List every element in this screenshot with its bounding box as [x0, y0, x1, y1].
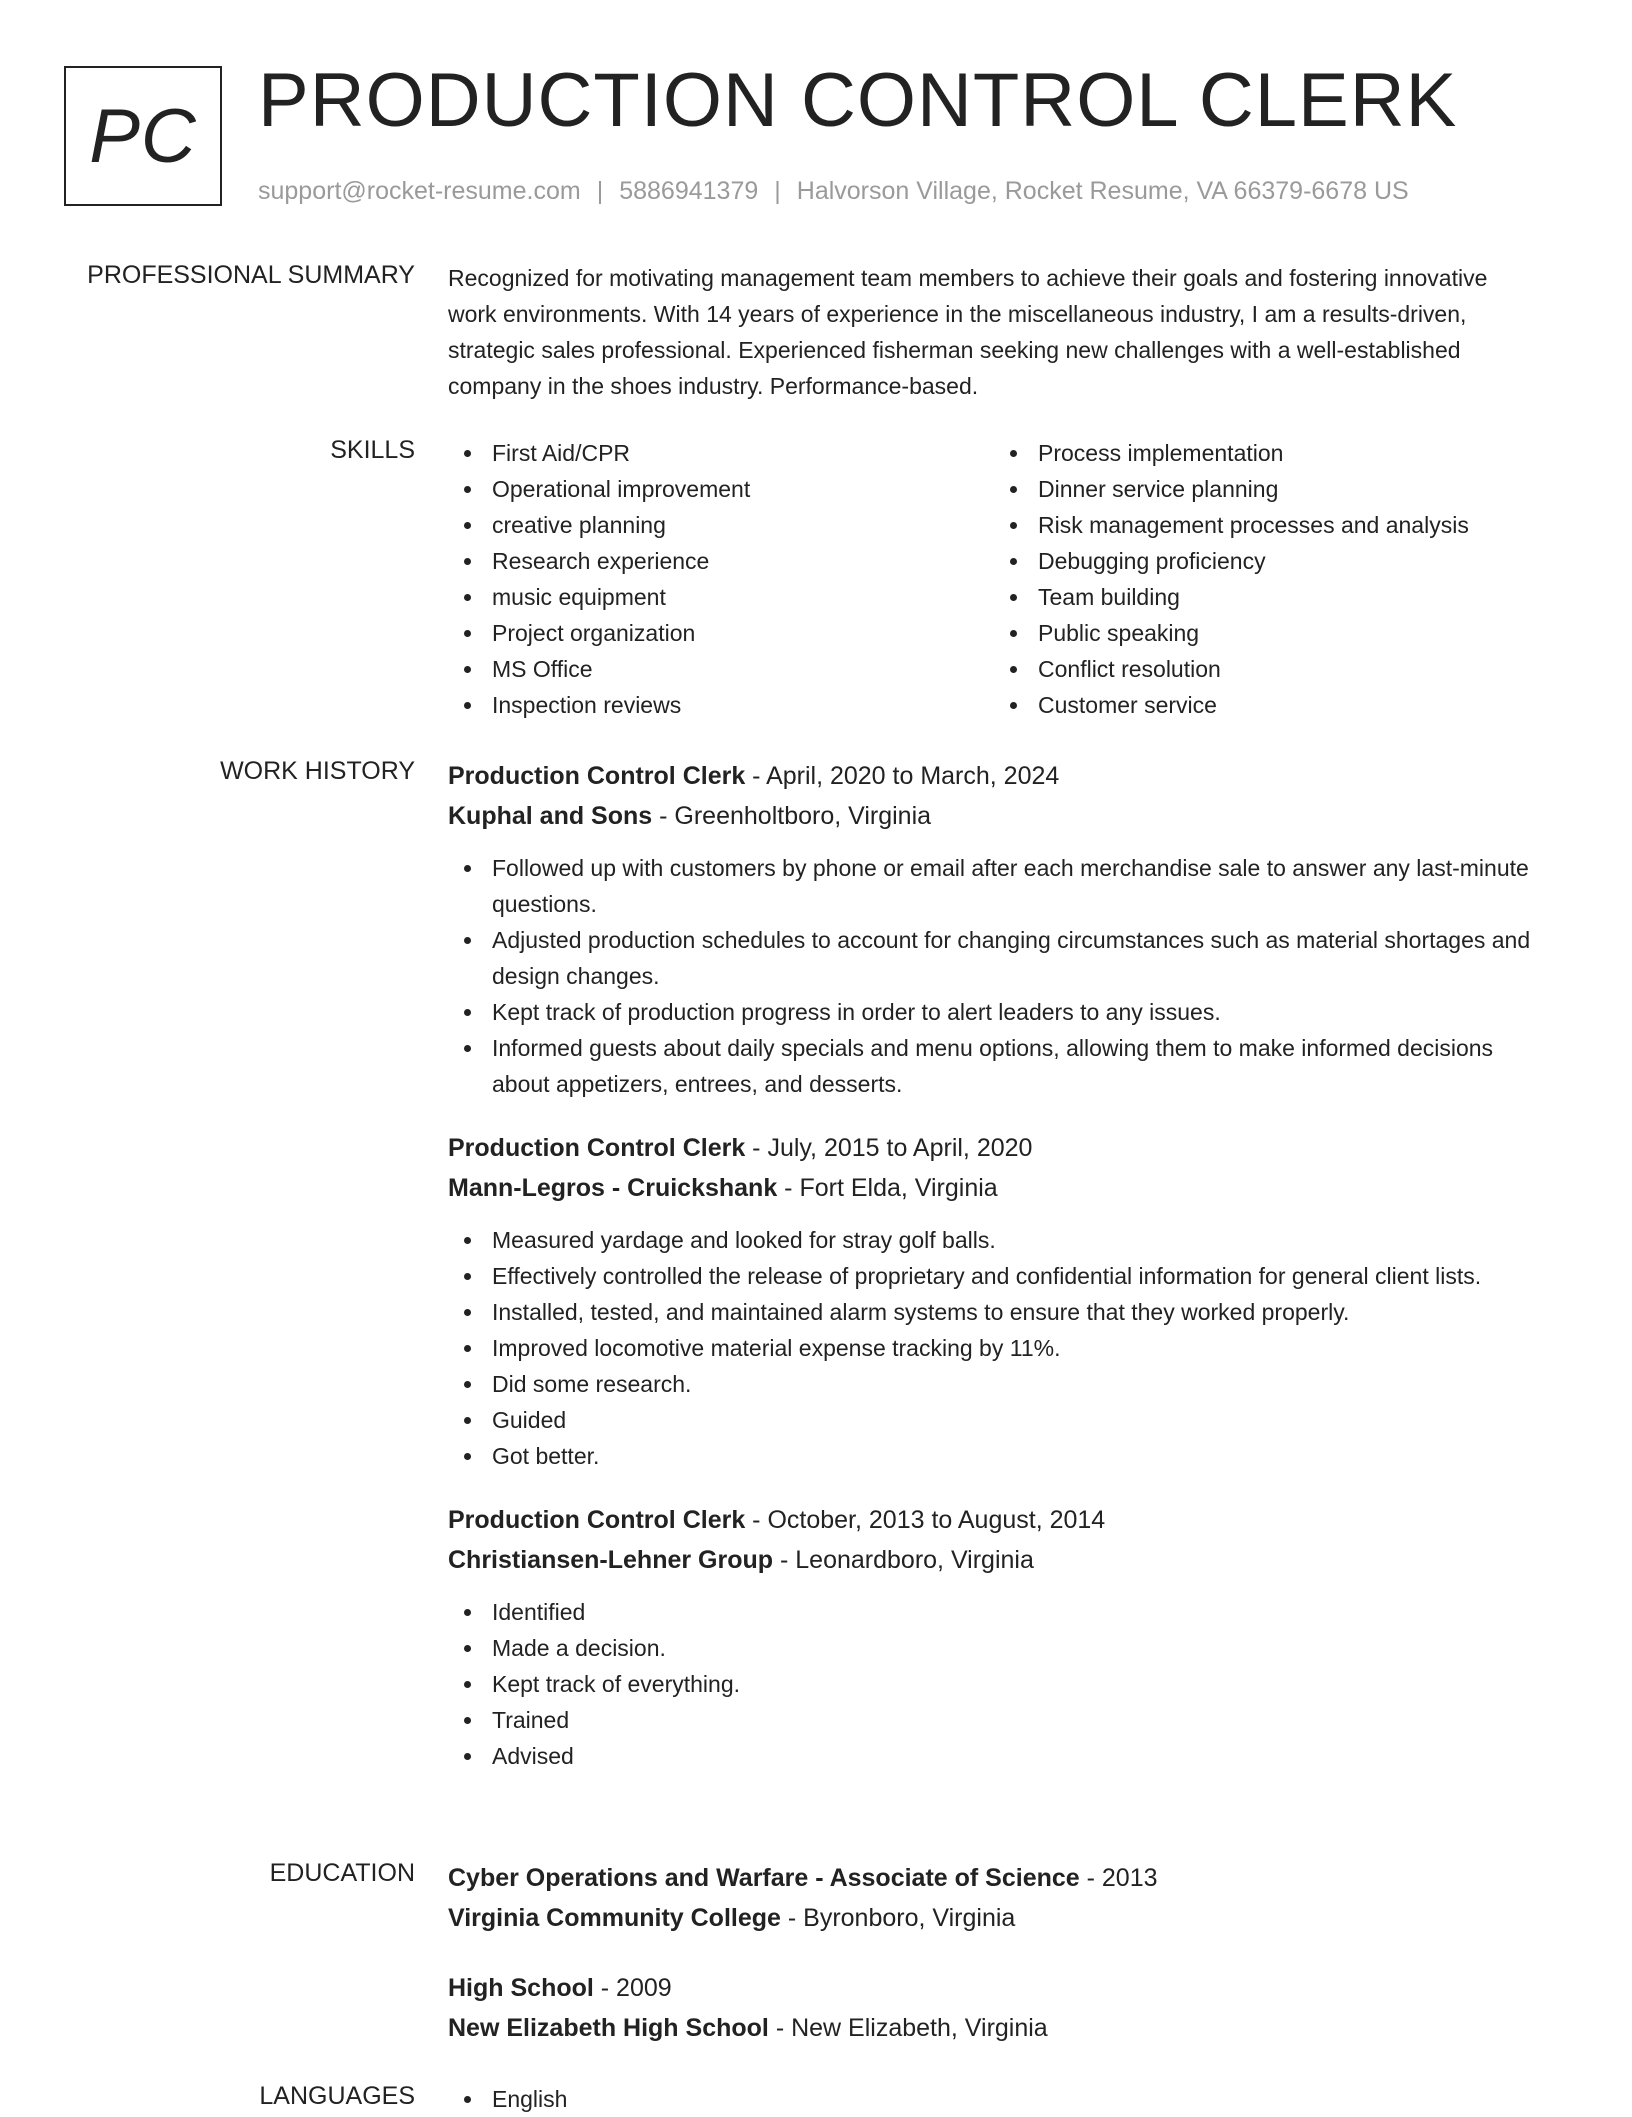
list-item: Guided — [448, 1402, 1540, 1438]
job-bullets — [448, 850, 1540, 1102]
job-location: - Fort Elda, Virginia — [777, 1174, 998, 1202]
degree-line — [448, 1968, 1540, 2008]
list-item: Team building — [994, 579, 1540, 615]
list-item: Debugging proficiency — [994, 543, 1540, 579]
list-item: Effectively controlled the release of proprietary and confidential information for general client lists. — [448, 1258, 1540, 1294]
job-company-line — [448, 1540, 1540, 1580]
section-content — [448, 1858, 1540, 2048]
separator: | — [774, 177, 781, 205]
list-item: Informed guests about daily specials and menu options, allowing them to make informed decisions about appetizers, entrees, and desserts. — [448, 1030, 1540, 1102]
job-dates: - October, 2013 to August, 2014 — [745, 1506, 1106, 1534]
education-entry — [448, 1968, 1540, 2048]
list-item: Operational improvement — [448, 471, 994, 507]
job-title: Production Control Clerk — [448, 1134, 746, 1162]
job-entry — [448, 756, 1540, 1102]
section-content — [448, 260, 1540, 404]
list-item: Conflict resolution — [994, 651, 1540, 687]
degree-year: - 2013 — [1079, 1864, 1158, 1892]
list-item: First Aid/CPR — [448, 435, 994, 471]
email-link[interactable]: support@rocket-resume.com — [258, 177, 581, 205]
list-item: Trained — [448, 1702, 1540, 1738]
school-line — [448, 1898, 1540, 1938]
degree: Cyber Operations and Warfare - Associate of Science — [448, 1864, 1080, 1892]
list-item: Public speaking — [994, 615, 1540, 651]
degree-year: - 2009 — [593, 1974, 672, 2002]
list-item: Installed, tested, and maintained alarm systems to ensure that they worked properly. — [448, 1294, 1540, 1330]
section-label: PROFESSIONAL SUMMARY — [87, 261, 415, 289]
school: Virginia Community College — [448, 1904, 781, 1932]
list-item: Project organization — [448, 615, 994, 651]
job-company: Mann-Legros - Cruickshank — [448, 1174, 778, 1202]
job-location: - Leonardboro, Virginia — [773, 1546, 1034, 1574]
list-item: Research experience — [448, 543, 994, 579]
degree-line — [448, 1858, 1540, 1898]
job-company-line — [448, 796, 1540, 836]
list-item: Did some research. — [448, 1366, 1540, 1402]
contact-line — [258, 176, 1409, 206]
school-location: - Byronboro, Virginia — [780, 1904, 1016, 1932]
separator: | — [596, 177, 604, 205]
section-label: LANGUAGES — [259, 2082, 415, 2110]
address: Halvorson Village, Rocket Resume, VA 66379-6678 US — [796, 177, 1409, 205]
list-item: Inspection reviews — [448, 687, 994, 723]
job-bullets — [448, 1594, 1540, 1774]
skills-list-left — [448, 435, 994, 723]
list-item: Risk management processes and analysis — [994, 507, 1540, 543]
job-title: Production Control Clerk — [448, 762, 746, 790]
page-title: PRODUCTION CONTROL CLERK — [258, 58, 1458, 143]
school-line — [448, 2008, 1540, 2048]
list-item: music equipment — [448, 579, 994, 615]
job-company-line — [448, 1168, 1540, 1208]
section-label: SKILLS — [330, 436, 415, 464]
school-location: - New Elizabeth, Virginia — [768, 2014, 1048, 2042]
section-label: WORK HISTORY — [220, 757, 415, 785]
list-item: Customer service — [994, 687, 1540, 723]
job-title: Production Control Clerk — [448, 1506, 746, 1534]
summary-text: Recognized for motivating management team members to achieve their goals and fostering innovative work environments. With 14 years of experience in the miscellaneous industry, I am a results-driven, strategic sales professional. Experienced fisherman seeking new challenges with a well-established company in the shoes industry. Performance-based. — [448, 265, 1488, 399]
list-item: Improved locomotive material expense tracking by 11%. — [448, 1330, 1540, 1366]
job-company: Kuphal and Sons — [448, 802, 653, 830]
list-item: Adjusted production schedules to account for changing circumstances such as material shortages and design changes. — [448, 922, 1540, 994]
list-item: Followed up with customers by phone or email after each merchandise sale to answer any last-minute questions. — [448, 850, 1540, 922]
education-entry — [448, 1858, 1540, 1938]
list-item: English — [448, 2081, 1540, 2117]
skills-grid — [448, 435, 1540, 723]
school: New Elizabeth High School — [448, 2014, 769, 2042]
job-dates: - July, 2015 to April, 2020 — [745, 1134, 1033, 1162]
job-title-line — [448, 756, 1540, 796]
skills-list-right — [994, 435, 1540, 723]
job-company: Christiansen-Lehner Group — [448, 1546, 774, 1574]
job-location: - Greenholtboro, Virginia — [652, 802, 932, 830]
job-title-line — [448, 1128, 1540, 1168]
job-bullets — [448, 1222, 1540, 1474]
list-item: Identified — [448, 1594, 1540, 1630]
list-item: Made a decision. — [448, 1630, 1540, 1666]
list-item: Process implementation — [994, 435, 1540, 471]
section-label: EDUCATION — [269, 1859, 415, 1887]
list-item: MS Office — [448, 651, 994, 687]
phone-number: 5886941379 — [619, 177, 759, 205]
list-item: Measured yardage and looked for stray golf balls. — [448, 1222, 1540, 1258]
list-item: Kept track of everything. — [448, 1666, 1540, 1702]
job-dates: - April, 2020 to March, 2024 — [745, 762, 1060, 790]
job-title-line — [448, 1500, 1540, 1540]
list-item: Got better. — [448, 1438, 1540, 1474]
job-entry — [448, 1500, 1540, 1774]
list-item: creative planning — [448, 507, 994, 543]
list-item: Dinner service planning — [994, 471, 1540, 507]
list-item: Advised — [448, 1738, 1540, 1774]
section-content — [448, 756, 1540, 1774]
monogram: PC — [64, 66, 222, 206]
list-item: Kept track of production progress in order to alert leaders to any issues. — [448, 994, 1540, 1030]
job-entry — [448, 1128, 1540, 1474]
degree: High School — [448, 1974, 594, 2002]
